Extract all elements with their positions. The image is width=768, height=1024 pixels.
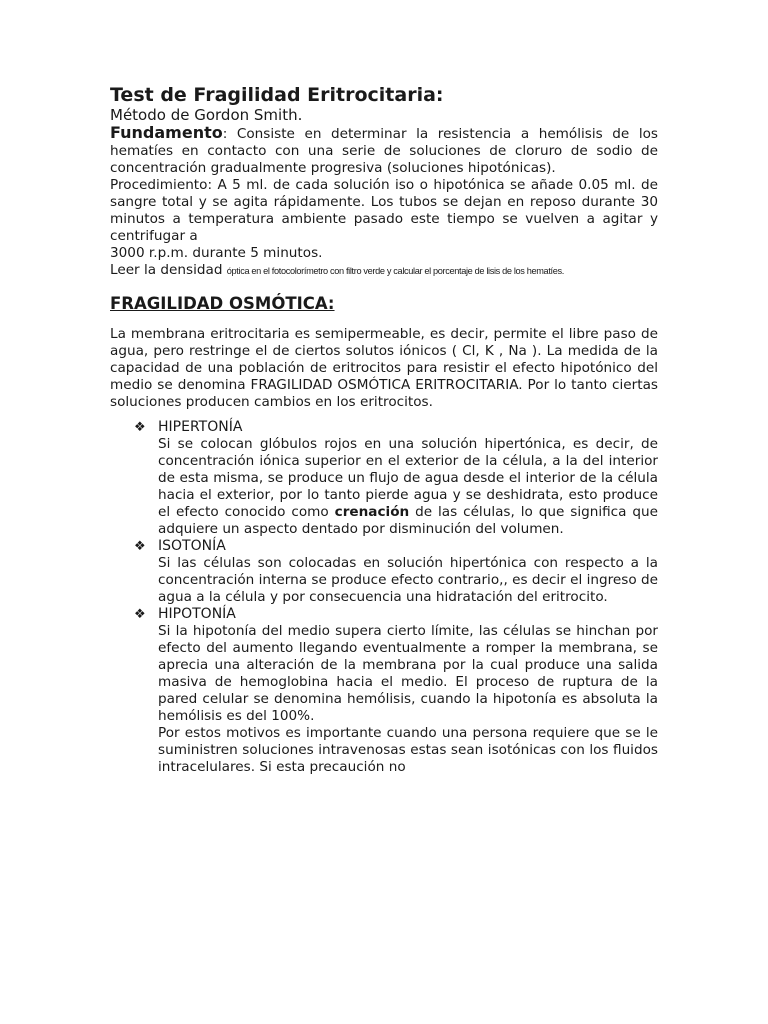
bullet-heading: ISOTONÍA (158, 538, 226, 554)
diamond-bullet-icon: ❖ (134, 539, 146, 554)
diamond-bullet-icon: ❖ (134, 420, 146, 435)
section-heading: FRAGILIDAD OSMÓTICA: (110, 294, 335, 313)
diamond-bullet-icon: ❖ (134, 607, 146, 622)
document-subtitle: Método de Gordon Smith. (110, 106, 303, 124)
leer-small-text: óptica en el fotocolorímetro con filtro verde y calcular el porcentaje de lisis de los hematíes. (226, 266, 564, 276)
procedimiento-line2: 3000 r.p.m. durante 5 minutos. (110, 245, 323, 261)
procedimiento-paragraph: Procedimiento: A 5 ml. de cada solución iso o hipotónica se añade 0.05 ml. de sangre total y se agita rápidamente. Los tubos se dejan en reposo durante 30 minutos a temperatura ambiente pasado este tiempo se vuelven a agitar y centrifugar a (110, 177, 658, 244)
bullet-heading: HIPOTONÍA (158, 606, 236, 622)
document-title: Test de Fragilidad Eritrocitaria: (110, 84, 444, 106)
bullet-hipotonia (134, 606, 658, 776)
leer-line (110, 262, 658, 280)
bullet-hipertonia (134, 419, 658, 538)
fundamento-text: : Consiste en determinar la resistencia a hemólisis de los hematíes en contacto con una serie de soluciones de cloruro de sodio de concentración gradualmente progresiva (soluciones hipotónicas). (110, 126, 658, 176)
crenacion-term: crenación (334, 504, 410, 520)
bullet-text: Si la hipotonía del medio supera cierto límite, las células se hinchan por efecto del aumento llegando eventualmente a romper la membrana, se aprecia una alteración de la membrana por la cual produce una salida masiva de hemoglobina hacia el medio. El proceso de ruptura de la pared celular se denomina hemólisis, cuando la hipotonía es absoluta la hemólisis es del 100%. (158, 623, 658, 724)
bullet-heading: HIPERTONÍA (158, 419, 243, 435)
document-page (110, 84, 658, 776)
bullet-text: Si las células son colocadas en solución hipertónica con respecto a la concentración interna se produce efecto contrario,, es decir el ingreso de agua a la célula y por consecuencia una hidratación del eritrocito. (158, 555, 658, 605)
bullet-text: Si se colocan glóbulos rojos en una solución hipertónica, es decir, de concentración iónica superior en el exterior de la célula, a la del interior de esta misma, se produce un flujo de agua desde el interior de la célula hacia el exterior, por lo tanto pierde agua y se deshidrata, esto produce el efecto conocido como crenación de las células, lo que significa que adquiere un aspecto dentado por disminución del volumen. (158, 436, 658, 537)
section-intro: La membrana eritrocitaria es semipermeable, es decir, permite el libre paso de agua, pero restringe el de ciertos solutos iónicos ( Cl, K , Na ). La medida de la capacidad de una población de eritrocitos para resistir el efecto hipotónico del medio se denomina FRAGILIDAD OSMÓTICA ERITROCITARIA. Por lo tanto ciertas soluciones producen cambios en los eritrocitos. (110, 326, 658, 410)
fundamento-paragraph (110, 124, 658, 177)
leer-main-text: Leer la densidad (110, 262, 227, 278)
bullet-text-continued: Por estos motivos es importante cuando una persona requiere que se le suministren soluciones intravenosas estas sean isotónicas con los fluidos intracelulares. Si esta precaución no (158, 725, 658, 775)
fundamento-label: Fundamento (110, 123, 223, 142)
bullet-isotonia (134, 538, 658, 606)
